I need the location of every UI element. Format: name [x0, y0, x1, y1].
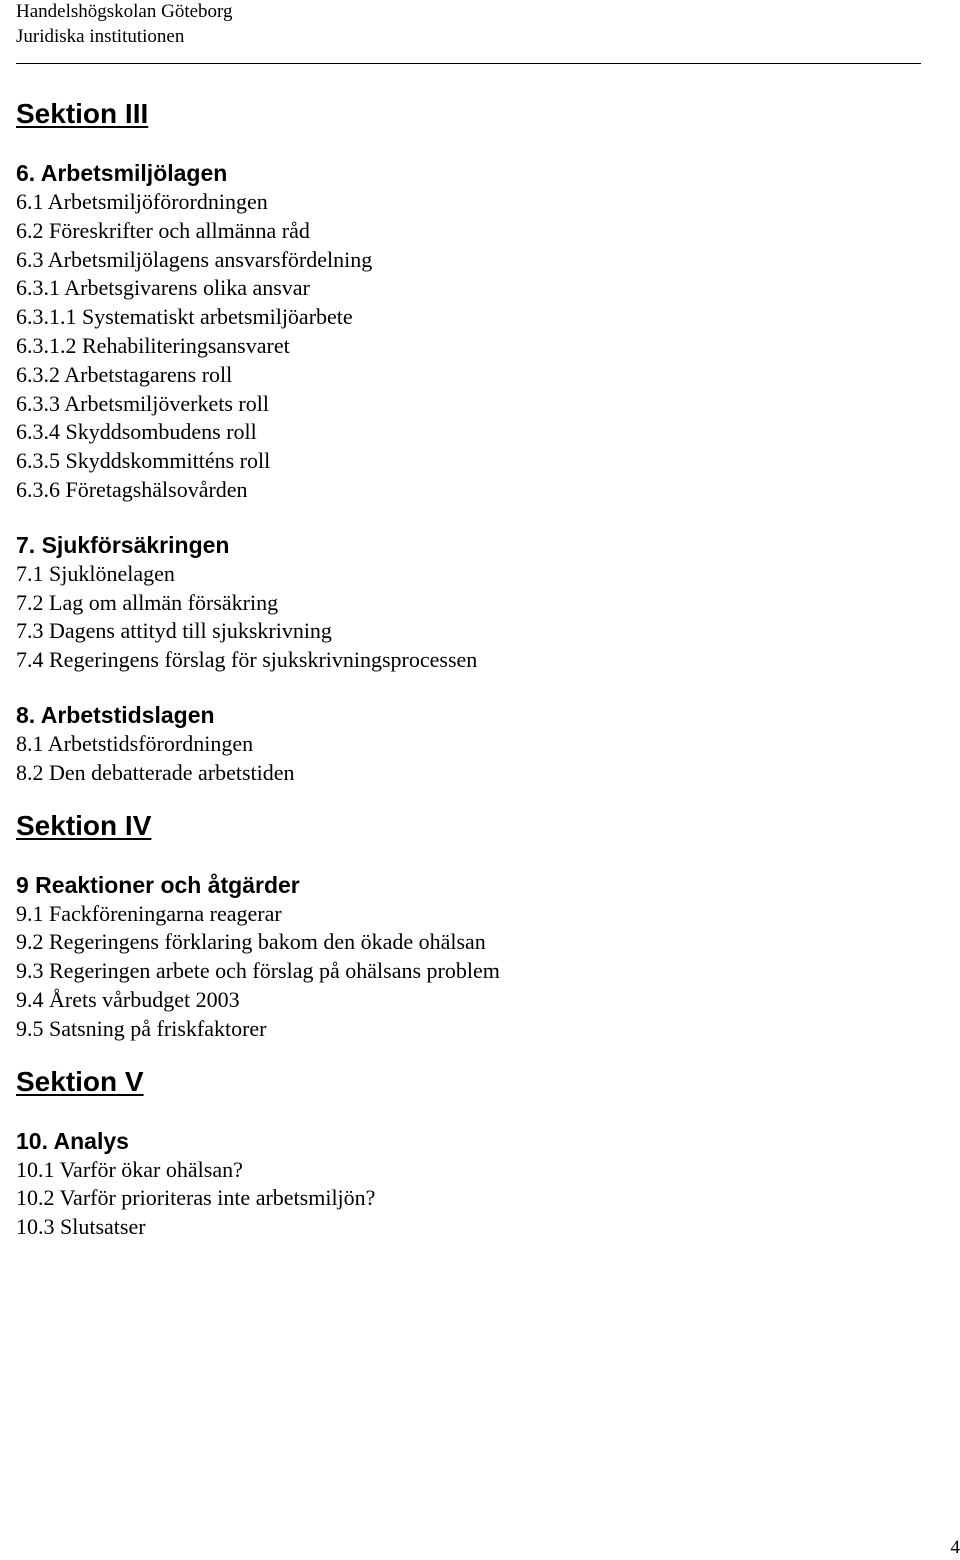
- toc-entry: 8.1 Arbetstidsförordningen: [16, 730, 254, 756]
- toc-entry: 6.3.6 Företagshälsovården: [16, 476, 248, 502]
- toc-entry: 6.3.3 Arbetsmiljöverkets roll: [16, 390, 269, 416]
- section-title: Sektion IV: [16, 809, 152, 841]
- table-of-contents: [16, 94, 500, 1242]
- page-number: 4: [950, 1537, 960, 1558]
- toc-entry: 9.4 Årets vårbudget 2003: [16, 986, 240, 1012]
- toc-entry: 9.1 Fackföreningarna reagerar: [16, 900, 282, 926]
- toc-entry: 7.4 Regeringens förslag för sjukskrivningsprocessen: [16, 647, 478, 673]
- section-title: Sektion V: [16, 1065, 144, 1097]
- toc-entry: 9.2 Regeringens förklaring bakom den ökade ohälsan: [16, 929, 486, 955]
- toc-entry: 6.3 Arbetsmiljölagens ansvarsfördelning: [16, 246, 373, 272]
- toc-entry: 6.3.1.2 Rehabiliteringsansvaret: [16, 332, 290, 358]
- toc-entry: 9.5 Satsning på friskfaktorer: [16, 1015, 267, 1041]
- chapter-8: [16, 701, 500, 788]
- header-institution: Handelshögskolan Göteborg: [16, 1, 233, 22]
- header-department: Juridiska institutionen: [16, 26, 185, 47]
- chapter-6: [16, 159, 500, 505]
- toc-entry: 6.3.2 Arbetstagarens roll: [16, 361, 233, 387]
- toc-entry: 7.2 Lag om allmän försäkring: [16, 589, 279, 615]
- header-divider: [16, 63, 921, 64]
- chapter-title: 7. Sjukförsäkringen: [16, 531, 230, 558]
- chapter-title: 8. Arbetstidslagen: [16, 701, 215, 728]
- chapter-title: 6. Arbetsmiljölagen: [16, 160, 228, 186]
- toc-entry: 6.3.1 Arbetsgivarens olika ansvar: [16, 275, 310, 301]
- toc-entry: 6.3.4 Skyddsombudens roll: [16, 419, 257, 445]
- section-iii: [16, 94, 500, 788]
- section-v: [16, 1062, 500, 1242]
- toc-entry: 9.3 Regeringen arbete och förslag på ohälsans problem: [16, 958, 500, 984]
- chapter-title: 10. Analys: [16, 1127, 129, 1154]
- chapter-10: [16, 1127, 500, 1242]
- toc-entry: 10.3 Slutsatser: [16, 1214, 146, 1240]
- chapter-7: [16, 531, 500, 675]
- toc-entry: 7.3 Dagens attityd till sjukskrivning: [16, 618, 332, 644]
- toc-entry: 6.1 Arbetsmiljöförordningen: [16, 189, 268, 214]
- chapter-9: [16, 871, 500, 1044]
- section-title: Sektion III: [16, 98, 149, 129]
- toc-entry: 6.3.5 Skyddskommitténs roll: [16, 448, 271, 474]
- page-header: [16, 0, 233, 49]
- toc-entry: 10.2 Varför prioriteras inte arbetsmiljön?: [16, 1185, 376, 1211]
- toc-entry: 8.2 Den debatterade arbetstiden: [16, 759, 295, 785]
- toc-entry: 7.1 Sjuklönelagen: [16, 560, 175, 586]
- toc-entry: 6.2 Föreskrifter och allmänna råd: [16, 217, 310, 243]
- section-iv: [16, 806, 500, 1044]
- chapter-title: 9 Reaktioner och åtgärder: [16, 871, 300, 898]
- toc-entry: 6.3.1.1 Systematiskt arbetsmiljöarbete: [16, 304, 353, 330]
- toc-entry: 10.1 Varför ökar ohälsan?: [16, 1156, 243, 1182]
